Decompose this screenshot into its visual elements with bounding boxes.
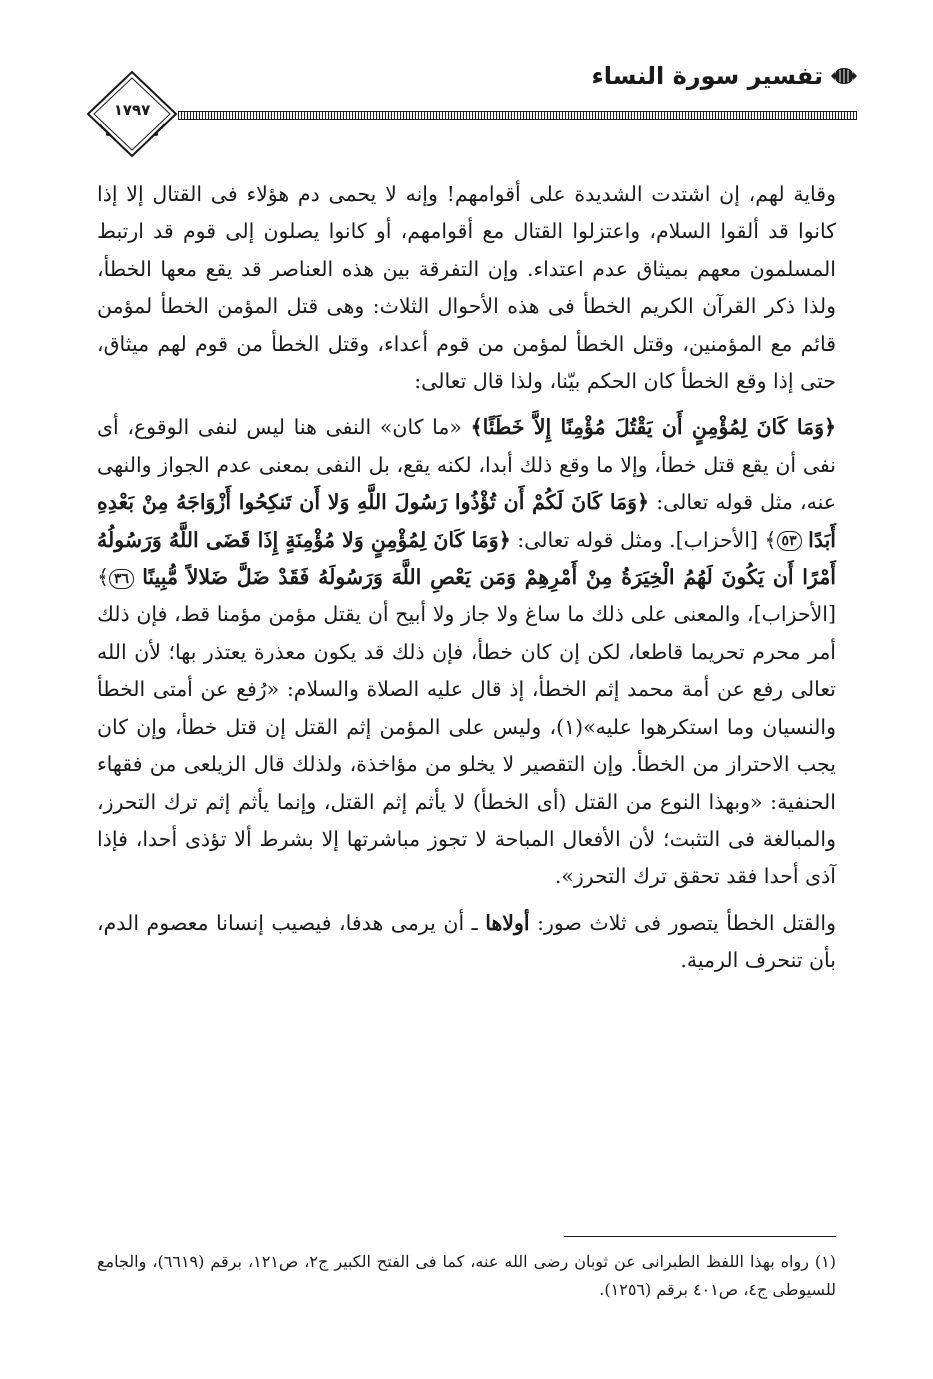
page-number: ١٧٩٧	[113, 101, 151, 119]
surah-title: تفسير سورة النساء	[591, 62, 823, 90]
footnotes	[97, 1248, 836, 1304]
paragraph-3-intro: والقتل الخطأ يتصور فى ثلاث صور:	[529, 910, 836, 935]
paragraph-3-rest: ـ أن يرمى هدفا، فيصيب إنسانا معصوم الدم، بأن تنحرف الرمية.	[97, 910, 836, 973]
paragraph-1: وقاية لهم، إن اشتدت الشديدة على أقوامهم! وإنه لا يحمى دم هؤلاء فى القتال إلا إذا كانوا قد ألقوا السلام، واعتزلوا القتال مع أقوامهم، أو كانوا يصلون إلى قوم قد ارتبط المسلمون معهم بميثاق عدم اعتداء. وإن التفرقة بين هذه العناصر قد يقع معها الخطأ، ولذا ذكر القرآن الكريم الخطأ فى هذه الأحوال الثلاث: وهى قتل المؤمن الخطأ لمؤمن قائم مع المؤمنين، وقتل الخطأ لمؤمن من قوم أعداء، وقتل الخطأ من قوم لهم ميثاق، حتى إذا وقع الخطأ كان الحكم بيّنا، ولذا قال تعالى:	[97, 182, 836, 394]
paragraph-2	[97, 409, 836, 895]
quran-verse-2: ﴿وَمَا كَانَ لَكُمْ أَن تُؤْذُوا رَسُولَ اللَّهِ وَلا أَن تَنكِحُوا أَزْوَاجَهُ مِنْ بَعْدِهِ أَبَدًا	[97, 490, 836, 552]
commentary-text-2: ﴾ [الأحزاب]. ومثل قوله تعالى:	[510, 527, 777, 552]
quran-verse-3: ﴿وَمَا كَانَ لِمُؤْمِنٍ وَلا مُؤْمِنَةٍ إِذَا قَضَى اللَّهُ وَرَسُولُهُ أَمْرًا أَن يَكُونَ لَهُمُ الْخِيَرَةُ مِنْ أَمْرِهِمْ وَمَن يَعْصِ اللَّهَ وَرَسُولَهُ فَقَدْ ضَلَّ ضَلالاً مُّبِينًا	[97, 527, 836, 590]
footnote-separator	[564, 1236, 836, 1237]
ayah-number-36: ٣٦	[109, 569, 134, 589]
commentary-text-3: ﴾ [الأحزاب]، والمعنى على ذلك ما ساغ ولا جاز ولا أبيح أن يقتل مؤمن مؤمنا قط، فإن ذلك أمر محرم تحريما قاطعا، لكن إن كان خطأ، فإن ذلك قد يكون معذرة يعتذر بها؛ لأن الله تعالى رفع عن أمة محمد إثم الخطأ، إذ قال عليه الصلاة والسلام: «رُفع عن أمتى الخطأ والنسيان وما استكرهوا عليه»(١)، وليس على المؤمن إثم القتل إن قتل خطأ، وإن كان يجب الاحتراز من الخطأ. وإن التقصير لا يخلو من مؤاخذة، ولذلك قال الزيلعى من فقهاء الحنفية: «وبهذا النوع من القتل (أى الخطأ) لا يأثم إثم القتل، وإنما يأثم إثم ترك التحرز، والمبالغة فى التثبت؛ لأن الأفعال المباحة لا تجوز مباشرتها إلا بشرط ألا تؤذى أحدا، فإذا آذى أحدا فقد تحقق ترك التحرز».	[97, 565, 837, 889]
ayah-number-53: ٥٣	[777, 531, 802, 551]
paragraph-3	[97, 905, 836, 980]
commentary-text-1: «ما كان» النفى هنا ليس لنفى الوقوع، أى نفى أن يقع قتل خطأ، وإلا ما وقع ذلك أبدا، لكنه يقع، بل النفى بمعنى عدم الجواز والنهى عنه، مثل قوله تعالى:	[97, 415, 836, 515]
quran-verse-1: ﴿وَمَا كَانَ لِمُؤْمِنٍ أَن يَقْتُلَ مُؤْمِنًا إِلاَّ خَطَئًا﴾	[470, 415, 836, 440]
page-body	[97, 176, 836, 980]
footnote-1: (١) رواه بهذا اللفظ الطبرانى عن ثوبان رضى الله عنه، كما فى الفتح الكبير ج٢، ص١٢١، برقم (٦٦١٩)، والجامع للسيوطى ج٤، ص٤٠١ برقم (١٢٥٦).	[97, 1252, 837, 1299]
page-header	[86, 58, 857, 158]
header-ornament-icon	[831, 66, 857, 86]
header-rule	[178, 111, 857, 120]
first-form-label: أولاها	[485, 910, 530, 935]
